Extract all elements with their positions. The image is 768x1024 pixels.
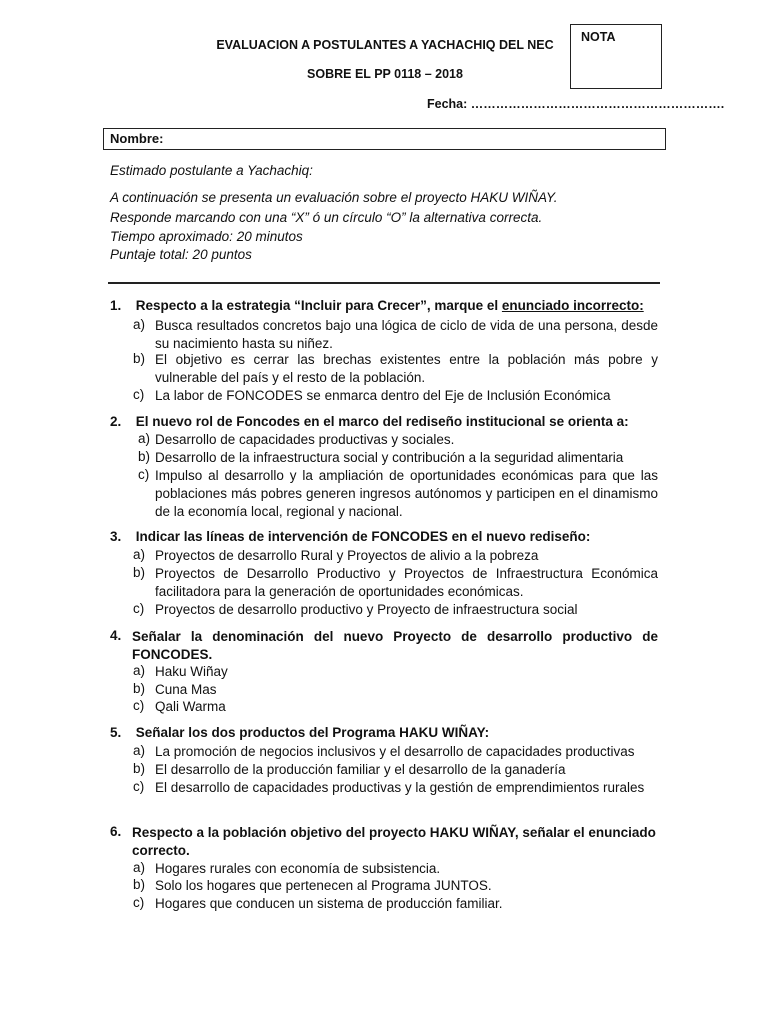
option-text[interactable]: El desarrollo de capacidades productivas y la gestión de emprendimientos rurales	[155, 780, 645, 795]
question-3	[110, 529, 658, 544]
option-letter: a)	[133, 547, 146, 562]
option-text[interactable]: El objetivo es cerrar las brechas existentes entre la población más pobre y vulnerable del país y el resto de la población.	[155, 352, 658, 385]
option-letter: a)	[133, 860, 146, 875]
option-text[interactable]: La promoción de negocios inclusivos y el desarrollo de capacidades productivas	[155, 744, 635, 759]
question-text: Respecto a la población objetivo del proyecto HAKU WIÑAY, señalar el enunciado correcto.	[132, 825, 656, 858]
option-letter: b)	[133, 351, 146, 366]
option-letter: c)	[133, 779, 145, 794]
question-5	[110, 725, 658, 740]
option-letter: b)	[133, 565, 146, 580]
option-text[interactable]: Desarrollo de la infraestructura social y contribución a la seguridad alimentaria	[155, 450, 624, 465]
question-text-underlined: enunciado incorrecto:	[501, 298, 644, 313]
option-letter: a)	[133, 663, 146, 678]
option-text[interactable]: Desarrollo de capacidades productivas y sociales.	[155, 432, 455, 447]
option-text[interactable]: Proyectos de desarrollo Rural y Proyectos de alivio a la pobreza	[155, 548, 539, 563]
option-text[interactable]: Proyectos de Desarrollo Productivo y Proyectos de Infraestructura Económica facilitadora para la generación de oportunidades económicas.	[155, 566, 658, 599]
question-6	[110, 824, 658, 860]
option-letter: a)	[133, 317, 146, 332]
question-text: Respecto a la estrategia “Incluir para Crecer”, marque el	[135, 298, 502, 313]
option-letter: b)	[133, 877, 146, 892]
name-label: Nombre:	[110, 131, 164, 146]
question-1	[110, 298, 658, 313]
option-letter: b)	[138, 449, 151, 464]
option-text[interactable]: Impulso al desarrollo y la ampliación de oportunidades económicas para que las poblaciones más pobres generen ingresos autónomos y participen en el dinamismo de la economía local, regional y nacional.	[155, 468, 658, 519]
option-letter: c)	[133, 387, 145, 402]
option-letter: c)	[138, 467, 150, 482]
date-field: Fecha: …………………………………………………….	[427, 97, 725, 111]
option-text[interactable]: Qali Warma	[155, 699, 226, 714]
option-text[interactable]: La labor de FONCODES se enmarca dentro del Eje de Inclusión Económica	[155, 388, 611, 403]
intro-line: Tiempo aproximado: 20 minutos	[110, 229, 303, 244]
divider	[108, 282, 660, 284]
question-4	[110, 628, 658, 664]
question-number: 1.	[110, 298, 122, 313]
intro-line: A continuación se presenta un evaluación sobre el proyecto HAKU WIÑAY.	[110, 190, 558, 205]
option-text[interactable]: Hogares rurales con economía de subsistencia.	[155, 861, 441, 876]
question-number: 6.	[110, 824, 122, 839]
intro-greeting: Estimado postulante a Yachachiq:	[110, 163, 313, 178]
option-letter: a)	[138, 431, 151, 446]
document-title: EVALUACION A POSTULANTES A YACHACHIQ DEL NEC	[216, 38, 554, 52]
intro-line: Responde marcando con una “X” ó un círculo “O” la alternativa correcta.	[110, 210, 543, 225]
option-text[interactable]: Hogares que conducen un sistema de producción familiar.	[155, 896, 503, 911]
question-number: 4.	[110, 628, 122, 643]
question-text: Señalar los dos productos del Programa HAKU WIÑAY:	[135, 725, 490, 740]
option-text[interactable]: Busca resultados concretos bajo una lógica de ciclo de vida de una persona, desde su nacimiento hasta su niñez.	[155, 318, 658, 351]
question-text: Señalar la denominación del nuevo Proyecto de desarrollo productivo de FONCODES.	[132, 629, 658, 662]
option-letter: c)	[133, 895, 145, 910]
intro-line: Puntaje total: 20 puntos	[110, 247, 252, 262]
option-text[interactable]: Cuna Mas	[155, 682, 217, 697]
question-number: 2.	[110, 414, 122, 429]
question-2	[110, 414, 658, 429]
option-letter: c)	[133, 698, 145, 713]
option-text[interactable]: El desarrollo de la producción familiar y el desarrollo de la ganadería	[155, 762, 566, 777]
document-subtitle: SOBRE EL PP 0118 – 2018	[307, 67, 463, 81]
option-text[interactable]: Proyectos de desarrollo productivo y Proyecto de infraestructura social	[155, 602, 578, 617]
grade-box[interactable]	[570, 24, 662, 89]
option-letter: c)	[133, 601, 145, 616]
question-number: 3.	[110, 529, 122, 544]
option-letter: a)	[133, 743, 146, 758]
option-text[interactable]: Haku Wiñay	[155, 664, 228, 679]
option-text[interactable]: Solo los hogares que pertenecen al Programa JUNTOS.	[155, 878, 492, 893]
question-text: Indicar las líneas de intervención de FONCODES en el nuevo rediseño:	[135, 529, 591, 544]
question-number: 5.	[110, 725, 122, 740]
name-field[interactable]	[103, 128, 666, 150]
question-text: El nuevo rol de Foncodes en el marco del rediseño institucional se orienta a:	[135, 414, 629, 429]
option-letter: b)	[133, 681, 146, 696]
option-letter: b)	[133, 761, 146, 776]
grade-label: NOTA	[581, 30, 616, 44]
